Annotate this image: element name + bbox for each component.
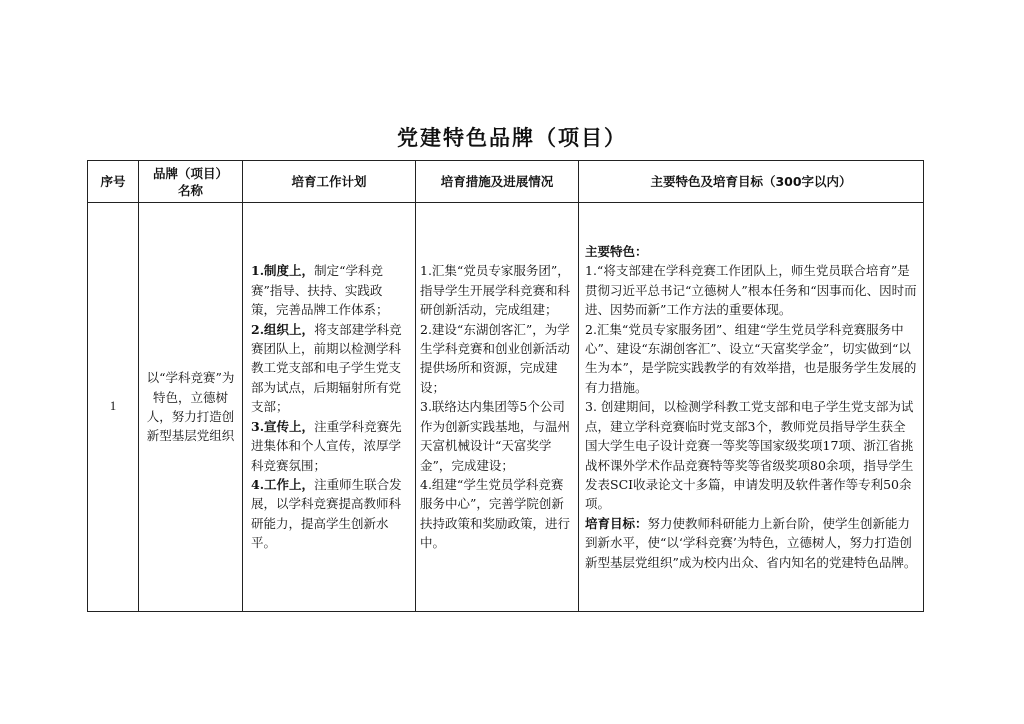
- cell-plan: [243, 203, 416, 612]
- goal-label: 培育目标：: [585, 515, 648, 531]
- header-plan: 培育工作计划: [243, 161, 416, 203]
- plan-item-text: 注重师生联合发展，以学科竞赛提高教师科研能力，提高学生创新水平。: [251, 476, 402, 551]
- plan-item: [251, 320, 407, 417]
- table-row: [88, 203, 924, 612]
- features-heading: 主要特色：: [585, 244, 648, 260]
- header-brand-name: [139, 161, 243, 203]
- goal-text: 努力使教师科研能力上新台阶，使学生创新能力到新水平，使“以‘学科竞赛’为特色，立德树人，努力打造创新型基层党组织”成为校内出众、省内知名的党建特色品牌。: [585, 515, 917, 570]
- features-item: 2.汇集“党员专家服务团”、组建“学生党员学科竞赛服务中心”、建设“东湖创客汇”、设立“天富奖学金”，切实做到“以生为本”，是学院实践教学的有效举措，也是服务学生发展的有力措施。: [585, 321, 917, 395]
- measures-item: 1.汇集“党员专家服务团”，指导学生开展学科竞赛和科研创新活动，完成组建；: [420, 263, 571, 318]
- goal-paragraph: [585, 514, 917, 572]
- plan-item: [251, 417, 407, 475]
- plan-item-text: 制定“学科竞赛”指导、扶持、实践政策，完善品牌工作体系；: [251, 263, 389, 318]
- header-measures: 培育措施及进展情况: [416, 161, 579, 203]
- cell-measures: [416, 203, 579, 612]
- plan-item-lead: 2.组织上，: [251, 321, 315, 337]
- header-no: 序号: [88, 161, 139, 203]
- measures-item: 3.联络达内集团等5个公司作为创新实践基地，与温州天富机械设计“天富奖学金”，完成建设；: [420, 399, 571, 473]
- cell-brand: 以“学科竞赛”为特色，立德树人，努力打造创新型基层党组织: [139, 203, 243, 612]
- plan-item-lead: 1.制度上，: [251, 263, 315, 279]
- measures-item: 4.组建“学生党员学科竞赛服务中心”，完善学院创新扶持政策和奖励政策，进行中。: [420, 476, 571, 551]
- plan-item: [251, 475, 407, 553]
- brand-project-table: [87, 160, 924, 612]
- header-brand-line1: 品牌（项目）: [152, 165, 228, 181]
- cell-features: [579, 203, 924, 612]
- features-item: 3. 创建期间，以检测学科教工党支部和电子学生党支部为试点，建立学科竞赛临时党支部3个，教师党员指导学生获全国大学生电子设计竞赛一等奖等国家级奖项17项、浙江省挑战杯课外学术作品竞赛特等奖等省级奖项80余项，指导学生发表SCI收录论文十多篇，申请发明及软件著作等专利50余项。: [585, 399, 914, 512]
- plan-item-lead: 4.工作上，: [251, 476, 315, 492]
- header-features: 主要特色及培育目标（300字以内）: [579, 161, 924, 203]
- plan-item-lead: 3.宣传上，: [251, 418, 315, 434]
- plan-item-text: 将支部建学科竞赛团队上，前期以检测学科教工党支部和电子学生党支部为试点，后期辐射所有党支部；: [251, 321, 402, 415]
- table-header-row: [88, 161, 924, 203]
- plan-item: [251, 261, 407, 319]
- plan-item-text: 注重学科竞赛先进集体和个人宣传，浓厚学科竞赛氛围；: [251, 418, 402, 473]
- measures-item: 2.建设“东湖创客汇”，为学生学科竞赛和创业创新活动提供场所和资源，完成建设；: [420, 321, 571, 395]
- page-title: 党建特色品牌（项目）: [397, 125, 627, 150]
- cell-no: 1: [88, 203, 139, 612]
- features-item: 1.“将支部建在学科竞赛工作团队上，师生党员联合培育”是贯彻习近平总书记“立德树人”根本任务和“因事而化、因时而进、因势而新”工作方法的重要体现。: [585, 263, 917, 318]
- header-brand-line2: 名称: [177, 182, 203, 198]
